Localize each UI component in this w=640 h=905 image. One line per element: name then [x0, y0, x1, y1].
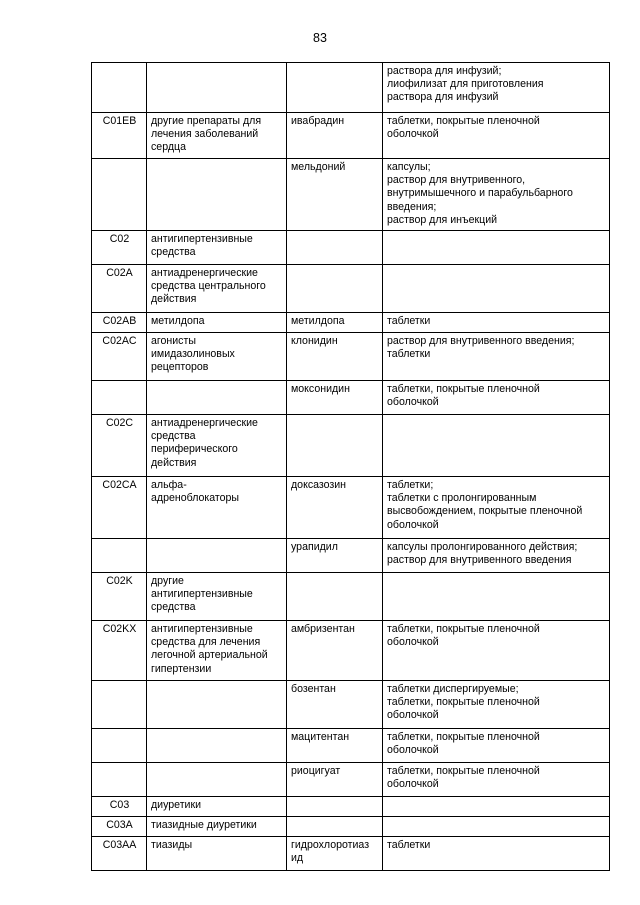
inn-cell: гидрохлоротиаз ид — [287, 837, 383, 871]
inn-cell: мацитентан — [287, 729, 383, 763]
group-cell: альфа- адреноблокаторы — [147, 477, 287, 539]
inn-cell — [287, 231, 383, 265]
group-cell: другие препараты для лечения заболеваний сердца — [147, 113, 287, 159]
inn-cell — [287, 265, 383, 313]
table-row — [92, 837, 610, 871]
dosage-form-cell — [383, 797, 610, 817]
table-row — [92, 415, 610, 477]
table-row — [92, 539, 610, 573]
group-cell: агонисты имидазолиновых рецепторов — [147, 333, 287, 381]
inn-cell — [287, 797, 383, 817]
atc-code-cell: C03A — [92, 817, 147, 837]
inn-cell — [287, 573, 383, 621]
atc-code-cell: C01EB — [92, 113, 147, 159]
group-cell: антигипертензивные средства для лечения легочной артериальной гипертензии — [147, 621, 287, 681]
table-row — [92, 681, 610, 729]
group-cell — [147, 729, 287, 763]
dosage-form-cell: капсулы пролонгированного действия; раствор для внутривенного введения — [383, 539, 610, 573]
table-row — [92, 817, 610, 837]
atc-code-cell — [92, 729, 147, 763]
inn-cell: бозентан — [287, 681, 383, 729]
group-cell — [147, 159, 287, 231]
group-cell: метилдопа — [147, 313, 287, 333]
inn-cell: моксонидин — [287, 381, 383, 415]
dosage-form-cell — [383, 415, 610, 477]
table-row — [92, 729, 610, 763]
atc-code-cell: C02AB — [92, 313, 147, 333]
table-row — [92, 333, 610, 381]
inn-cell — [287, 63, 383, 113]
atc-code-cell — [92, 63, 147, 113]
inn-cell: риоцигуат — [287, 763, 383, 797]
drug-table — [91, 62, 610, 871]
inn-cell: амбризентан — [287, 621, 383, 681]
dosage-form-cell: таблетки диспергируемые; таблетки, покрытые пленочной оболочкой — [383, 681, 610, 729]
atc-code-cell — [92, 681, 147, 729]
atc-code-cell: C02CA — [92, 477, 147, 539]
atc-code-cell — [92, 381, 147, 415]
table-row — [92, 573, 610, 621]
table-row — [92, 381, 610, 415]
dosage-form-cell — [383, 817, 610, 837]
atc-code-cell — [92, 159, 147, 231]
page-number: 83 — [313, 31, 327, 45]
dosage-form-cell: таблетки; таблетки с пролонгированным высвобождением, покрытые пленочной оболочкой — [383, 477, 610, 539]
table-row — [92, 159, 610, 231]
inn-cell: клонидин — [287, 333, 383, 381]
dosage-form-cell: капсулы; раствор для внутривенного, внутримышечного и парабульбарного введения; раствор для инъекций — [383, 159, 610, 231]
table-row — [92, 63, 610, 113]
group-cell: антиадренергические средства центрального действия — [147, 265, 287, 313]
dosage-form-cell: таблетки, покрытые пленочной оболочкой — [383, 621, 610, 681]
inn-cell: доксазозин — [287, 477, 383, 539]
group-cell: другие антигипертензивные средства — [147, 573, 287, 621]
group-cell — [147, 381, 287, 415]
inn-cell: мельдоний — [287, 159, 383, 231]
group-cell: антигипертензивные средства — [147, 231, 287, 265]
table-row — [92, 763, 610, 797]
dosage-form-cell: раствора для инфузий; лиофилизат для приготовления раствора для инфузий — [383, 63, 610, 113]
table-row — [92, 477, 610, 539]
atc-code-cell — [92, 539, 147, 573]
dosage-form-cell: таблетки, покрытые пленочной оболочкой — [383, 113, 610, 159]
atc-code-cell: C02A — [92, 265, 147, 313]
dosage-form-cell: таблетки, покрытые пленочной оболочкой — [383, 763, 610, 797]
inn-cell: урапидил — [287, 539, 383, 573]
inn-cell — [287, 415, 383, 477]
atc-code-cell: C02C — [92, 415, 147, 477]
group-cell — [147, 63, 287, 113]
dosage-form-cell: таблетки, покрытые пленочной оболочкой — [383, 729, 610, 763]
atc-code-cell: C02AC — [92, 333, 147, 381]
table-row — [92, 265, 610, 313]
table-row — [92, 797, 610, 817]
table-row — [92, 313, 610, 333]
group-cell — [147, 681, 287, 729]
dosage-form-cell — [383, 573, 610, 621]
table-row — [92, 231, 610, 265]
table-body — [92, 63, 610, 871]
dosage-form-cell: таблетки — [383, 837, 610, 871]
inn-cell — [287, 817, 383, 837]
group-cell: тиазиды — [147, 837, 287, 871]
dosage-form-cell — [383, 231, 610, 265]
group-cell — [147, 539, 287, 573]
group-cell: антиадренергические средства периферического действия — [147, 415, 287, 477]
atc-code-cell: C02KX — [92, 621, 147, 681]
dosage-form-cell: раствор для внутривенного введения; таблетки — [383, 333, 610, 381]
dosage-form-cell: таблетки, покрытые пленочной оболочкой — [383, 381, 610, 415]
dosage-form-cell — [383, 265, 610, 313]
atc-code-cell: C03 — [92, 797, 147, 817]
table-row — [92, 113, 610, 159]
atc-code-cell: C03AA — [92, 837, 147, 871]
dosage-form-cell: таблетки — [383, 313, 610, 333]
group-cell — [147, 763, 287, 797]
group-cell: тиазидные диуретики — [147, 817, 287, 837]
atc-code-cell: C02K — [92, 573, 147, 621]
table-row — [92, 621, 610, 681]
inn-cell: ивабрадин — [287, 113, 383, 159]
atc-code-cell: C02 — [92, 231, 147, 265]
group-cell: диуретики — [147, 797, 287, 817]
inn-cell: метилдопа — [287, 313, 383, 333]
atc-code-cell — [92, 763, 147, 797]
